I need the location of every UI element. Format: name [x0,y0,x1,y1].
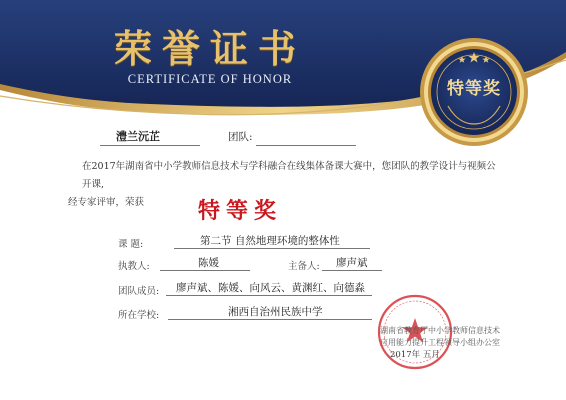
recipient-underline [100,145,200,146]
teacher-underline [160,270,250,271]
award-level: 特等奖 [197,198,282,224]
medal-award-text: 特等奖 [447,79,501,99]
topic-underline [174,248,370,249]
paragraph-line-2: 经专家评审，荣获 [68,197,145,208]
school-underline [168,319,372,320]
recipient-name: 澧兰沅芷 [116,130,160,143]
host-underline [322,270,382,271]
issue-date: 2017年 五月 [390,350,440,360]
certificate-title: 荣誉证书 [113,26,306,71]
host-label: 主备人: [288,261,320,272]
members-label: 团队成员: [118,286,160,297]
school-value: 湘西自治州民族中学 [228,306,323,318]
team-label: 团队: [228,131,253,143]
topic-label: 课 题: [118,239,144,250]
issuer-line-2: 应用能力提升工程领导小组办公室 [380,338,500,347]
certificate-subtitle: CERTIFICATE OF HONOR [127,72,293,86]
issuer-line-1: 湖南省教育厅中小学教师信息技术 [380,326,500,335]
issuer-block [380,325,500,349]
team-underline [256,145,356,146]
teacher-label: 执教人: [118,261,150,272]
members-underline [166,295,372,296]
members-value: 廖声斌、陈媛、向风云、黄渊红、向德淼 [176,282,365,294]
host-value: 廖声斌 [336,257,368,269]
topic-value: 第二节 自然地理环境的整体性 [200,235,340,247]
school-label: 所在学校: [118,310,160,321]
teacher-value: 陈媛 [198,257,219,269]
paragraph-line-1: 在2017年湖南省中小学教师信息技术与学科融合在线集体备课大赛中，您团队的教学设计与视频公开课, [82,161,496,190]
